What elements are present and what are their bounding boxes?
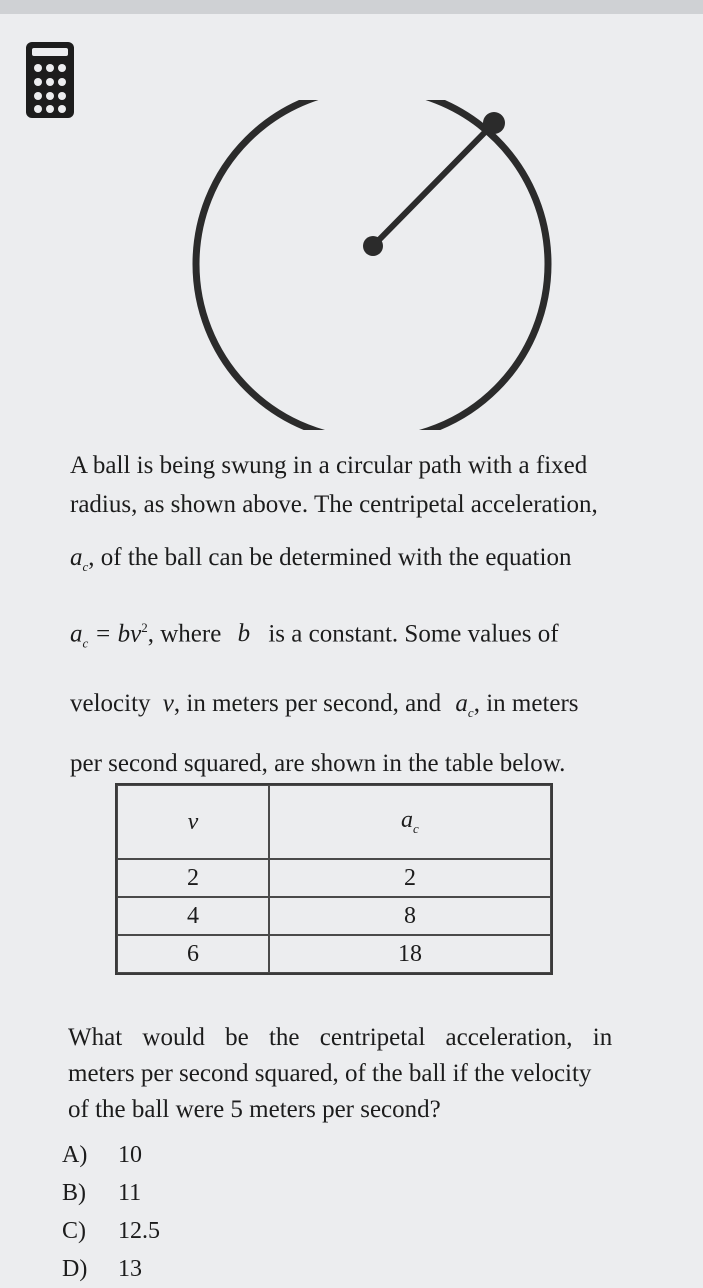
table-cell: 8 <box>269 897 551 935</box>
question-line: What would be the centripetal acceleration, in <box>68 1024 613 1051</box>
question-text <box>68 1020 662 1128</box>
ball <box>483 112 505 134</box>
question-line: of the ball were 5 meters per second? <box>68 1096 441 1123</box>
table-cell: 2 <box>269 859 551 897</box>
table-row <box>117 859 551 897</box>
calculator-icon[interactable] <box>24 40 76 120</box>
table-row <box>117 935 551 973</box>
table-cell: 2 <box>117 859 269 897</box>
option-value: 13 <box>118 1255 142 1282</box>
column-header-ac: $a_c$ <box>269 785 551 859</box>
answer-options <box>62 1136 160 1288</box>
option-value: 12.5 <box>118 1217 160 1244</box>
option-d[interactable] <box>62 1250 160 1288</box>
option-letter: B) <box>62 1179 86 1206</box>
table-header-row <box>117 785 551 859</box>
circular-path-figure <box>190 100 560 430</box>
equation-lhs: a <box>70 620 83 648</box>
table-cell: 18 <box>269 935 551 973</box>
circular-path <box>196 100 548 430</box>
option-a[interactable] <box>62 1136 160 1174</box>
center-point <box>363 236 383 256</box>
table-cell: 4 <box>117 897 269 935</box>
paragraph-line-5: velocity v, in meters per second, and $a_c$, in meters <box>70 690 579 720</box>
equation-rhs: = bv <box>88 620 142 648</box>
option-letter: D) <box>62 1255 88 1282</box>
radius-line <box>373 123 494 246</box>
paragraph-line-1: A ball is being swung in a circular path with a fixed <box>70 452 588 479</box>
option-value: 11 <box>118 1179 142 1206</box>
column-header-v: v <box>117 785 269 859</box>
equation-line: $a_c = bv^2$, where b is a constant. Some values of <box>70 620 559 651</box>
paragraph-line-2: radius, as shown above. The centripetal acceleration, <box>70 491 598 518</box>
option-letter: A) <box>62 1141 88 1168</box>
option-value: 10 <box>118 1141 142 1168</box>
option-b[interactable] <box>62 1174 160 1212</box>
table-cell: 6 <box>117 935 269 973</box>
option-letter: C) <box>62 1217 86 1244</box>
paragraph-line-3: $a_c$, of the ball can be determined with the equation <box>70 544 572 574</box>
question-line: meters per second squared, of the ball if the velocity <box>68 1060 592 1087</box>
option-c[interactable] <box>62 1212 160 1250</box>
top-toolbar <box>0 0 703 14</box>
paragraph-line-6: per second squared, are shown in the table below. <box>70 750 566 777</box>
table-row <box>117 897 551 935</box>
velocity-acceleration-table <box>115 783 553 975</box>
